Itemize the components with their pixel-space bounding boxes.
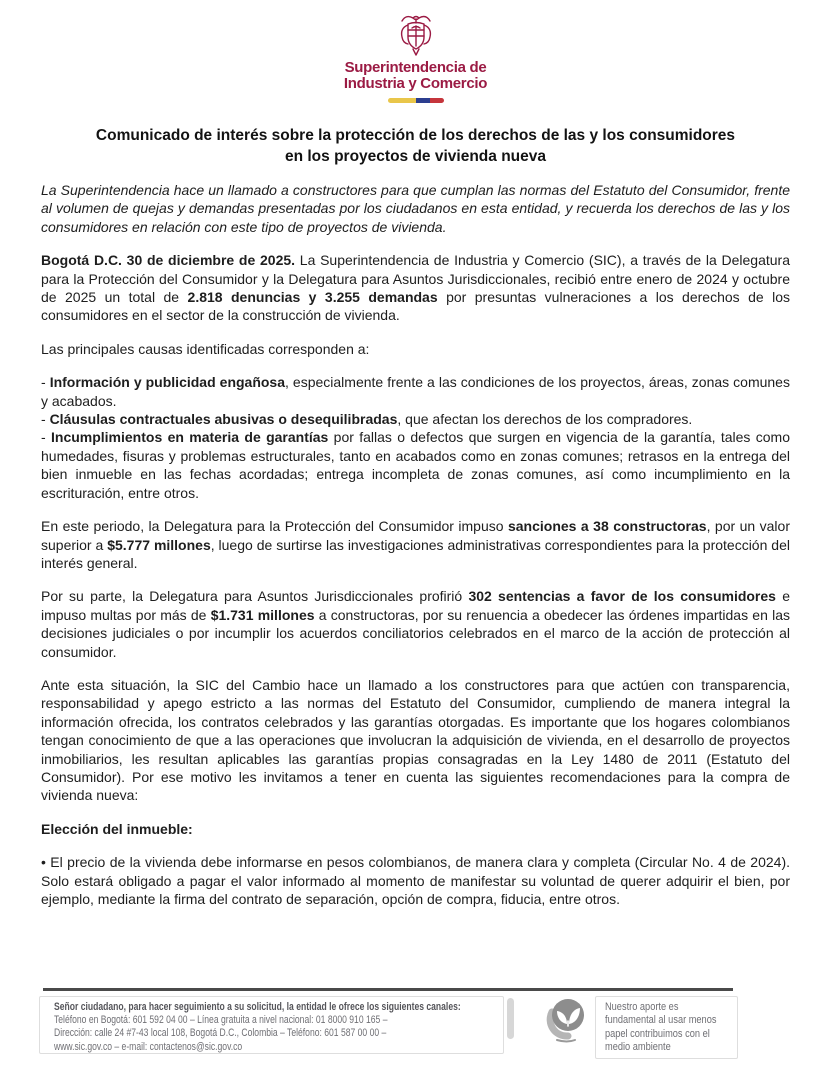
text-run: - [41, 429, 51, 446]
section-heading-eleccion-inmueble: Elección del inmueble: [41, 820, 193, 837]
text-run: e impuso multas por más de [41, 588, 790, 623]
bullet-clausulas-abusivas [41, 410, 790, 428]
brand-name [0, 60, 831, 91]
text-run: sanciones a 38 constructoras [507, 518, 707, 535]
text-run: Información y publicidad engañosa [49, 374, 286, 391]
text-run: Cláusulas contractuales abusivas o desequilibradas [49, 411, 398, 428]
footer-divider-line [43, 988, 733, 991]
contact-heading: Señor ciudadano, para hacer seguimiento a su solicitud, la entidad le ofrece los siguientes canales: [54, 1001, 461, 1013]
condor-crest-icon [398, 13, 434, 58]
text-run: 302 sentencias a favor de los consumidores [468, 588, 776, 605]
paragraph-date-summary [41, 251, 790, 325]
flag-blue-segment [416, 98, 430, 103]
text-run: por presuntas vulneraciones a los derechos de los consumidores en el sector de la construcción de vivienda. [41, 289, 791, 324]
text-run: , luego de surtirse las investigaciones administrativas correspondientes para la protección del interés general. [41, 536, 790, 571]
contact-address: Dirección: calle 24 #7-43 local 108, Bogotá D.C., Colombia – Teléfono: 601 587 00 00 – [54, 1027, 387, 1040]
text-run: $1.731 millones [210, 606, 315, 623]
text-run: - [41, 411, 50, 428]
bullet-informacion-publicidad [41, 373, 790, 410]
text-run: , especialmente frente a las condiciones de los proyectos, áreas, zonas comunes y acabados. [41, 374, 790, 409]
eco-message-line: Nuestro aporte es [605, 1001, 679, 1013]
text-run: Por su parte, la Delegatura para Asuntos Jurisdiccionales profirió [41, 588, 469, 605]
text-run: Bogotá D.C. 30 de diciembre de 2025. [41, 252, 296, 269]
page-title [41, 126, 790, 167]
text-run: En este periodo, la Delegatura para la Protección del Consumidor impuso [41, 518, 508, 535]
text-run: Incumplimientos en materia de garantías [51, 429, 329, 446]
text-run: La Superintendencia de Industria y Comercio (SIC), a través de la Delegatura para la Protección del Consumidor y la Delegatura para Asuntos Jurisdiccionales, recibió entre enero de 2024 y octubre de 2025 un total de [41, 252, 790, 306]
text-run: 2.818 denuncias y 3.255 demandas [187, 289, 438, 306]
paragraph-llamado-constructores: Ante esta situación, la SIC del Cambio hace un llamado a los constructores para que actúen con transparencia, responsabilidad y apego estricto a las normas del Estatuto del Consumidor, cumpliendo de manera integral la información ofrecida, los contratos celebrados y las garantías otorgadas. Es importante que los hogares colombianos tengan conocimiento de que a las operaciones que involucran la adquisición de vivienda, en el desarrollo de proyectos inmobiliarios, les resultan aplicables las garantías propias consagradas en la Ley 1480 de 2011 (Estatuto del Consumidor). Por ese motivo les invitamos a tener en cuenta las siguientes recomendaciones para la compra de vivienda nueva: [41, 676, 790, 804]
eco-message-line: papel contribuimos con el [605, 1027, 710, 1040]
bullet-incumplimientos-garantias [41, 428, 790, 502]
paragraph-causes-lead: Las principales causas identificadas corresponden a: [41, 340, 370, 357]
header-logo [0, 0, 831, 103]
leaf-eco-icon [545, 995, 587, 1045]
text-run: a constructoras, por su renuencia a obedecer las órdenes impartidas en las decisiones judiciales o por incumplir los acuerdos conciliatorios celebrados en el marco de la acción de protección al consumidor. [41, 606, 790, 660]
brand-name-line1: Superintendencia de [344, 59, 487, 76]
text-run: , que afectan los derechos de los compradores. [397, 411, 693, 428]
text-run: por fallas o defectos que surgen en vigencia de la garantía, tales como humedades, fisuras y problemas estructurales, tanto en acabados como en zonas comunes; retrasos en la entrega del bien inmueble en las fechas acordadas; entrega incompleta de zonas comunes, así como incumplimiento en la escrituración, entre otros. [41, 429, 790, 501]
contact-channels-box [39, 996, 504, 1054]
brand-name-line2: Industria y Comercio [343, 74, 488, 92]
page-title-line1: Comunicado de interés sobre la protección de los derechos de las y los consumidores [95, 127, 736, 144]
eco-message-line: medio ambiente [605, 1041, 671, 1054]
document-body [41, 126, 790, 908]
bullet-precio-vivienda: • El precio de la vivienda debe informarse en pesos colombianos, de manera clara y completa (Circular No. 4 de 2024). Solo estará obligado a pagar el valor informado al momento de manifestar su voluntad de querer adquirir el bien, por ejemplo, mediante la firma del contrato de separación, opción de compra, fiducia, entre otros. [41, 854, 790, 907]
colombia-flag-bar [388, 98, 444, 103]
page-footer [0, 988, 831, 1080]
text-run: $5.777 millones [107, 536, 211, 553]
contact-web-email: www.sic.gov.co – e-mail: contactenos@sic.gov.co [54, 1040, 243, 1053]
paragraph-sentencias [41, 587, 790, 661]
page-title-line2: en los proyectos de vivienda nueva [284, 147, 546, 165]
flag-yellow-segment [388, 98, 416, 103]
text-run: - [41, 374, 50, 391]
eco-message-line: fundamental al usar menos [605, 1014, 717, 1027]
paragraph-sanciones [41, 517, 790, 572]
text-run: , por un valor superior a [41, 518, 790, 553]
intro-paragraph: La Superintendencia hace un llamado a constructores para que cumplan las normas del Estatuto del Consumidor, frente al volumen de quejas y demandas presentadas por los ciudadanos en esta entidad, y recuerda los derechos de las y los consumidores en relación con este tipo de proyectos de vivienda. [41, 182, 790, 235]
footer-divider-pill [507, 998, 514, 1039]
contact-phones: Teléfono en Bogotá: 601 592 04 00 – Línea gratuita a nivel nacional: 01 8000 910 165 – [54, 1014, 388, 1027]
eco-message-box [595, 996, 738, 1059]
flag-red-segment [430, 98, 444, 103]
